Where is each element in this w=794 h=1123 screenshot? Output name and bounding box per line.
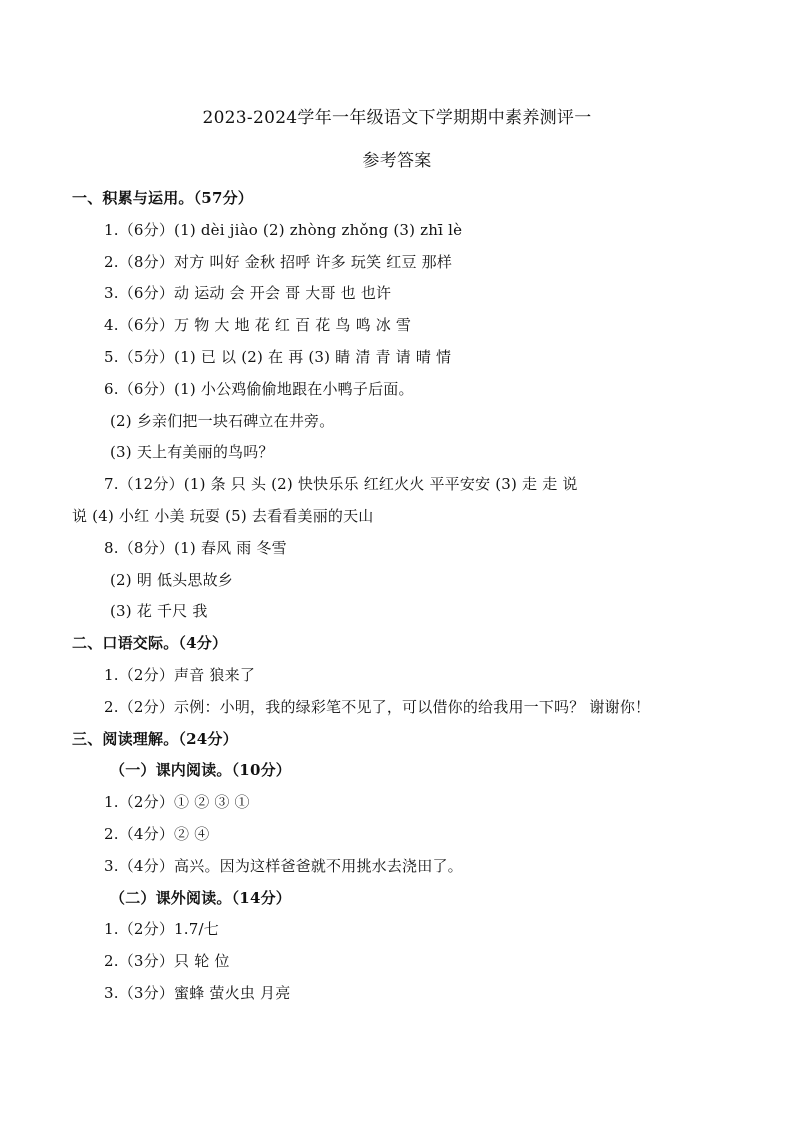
answer-line: 4.（6分）万 物 大 地 花 红 百 花 鸟 鸣 冰 雪	[104, 316, 412, 334]
answer-line: 2.（2分）示例：小明，我的绿彩笔不见了，可以借你的给我用一下吗？ 谢谢你！	[104, 698, 651, 716]
answer-line: (3) 花 千尺 我	[110, 602, 208, 620]
section-heading-2: 二、口语交际。（4分）	[72, 634, 228, 652]
section-heading-1: 一、积累与运用。（57分）	[72, 189, 253, 207]
answer-line: 6.（6分）(1) 小公鸡偷偷地跟在小鸭子后面。	[104, 380, 414, 398]
answer-line: 2.（3分）只 轮 位	[104, 952, 230, 970]
answer-line: 1.（2分）① ② ③ ①	[104, 793, 250, 811]
answer-line: 说 (4) 小红 小美 玩耍 (5) 去看看美丽的天山	[72, 507, 374, 525]
subsection-heading-2: （二）课外阅读。（14分）	[110, 889, 291, 907]
answer-line: 3.（3分）蜜蜂 萤火虫 月亮	[104, 984, 291, 1002]
document-subtitle: 参考答案	[362, 151, 432, 171]
answer-line: (3) 天上有美丽的鸟吗？	[110, 443, 274, 461]
answer-line: 3.（6分）动 运动 会 开会 哥 大哥 也 也许	[104, 284, 392, 302]
answer-line: 1.（2分）声音 狼来了	[104, 666, 256, 684]
answer-line: 5.（5分）(1) 已 以 (2) 在 再 (3) 睛 清 青 请 晴 情	[104, 348, 452, 366]
answer-line: 1.（6分）(1) dèi jiào (2) zhòng zhǒng (3) zhī lè	[104, 221, 463, 239]
answer-line: 7.（12分）(1) 条 只 头 (2) 快快乐乐 红红火火 平平安安 (3) 走 走 说	[104, 475, 578, 493]
section-heading-3: 三、阅读理解。（24分）	[72, 730, 238, 748]
subsection-heading-1: （一）课内阅读。（10分）	[110, 761, 291, 779]
answer-line: 3.（4分）高兴。因为这样爸爸就不用挑水去浇田了。	[104, 857, 463, 875]
answer-line: 2.（8分）对方 叫好 金秋 招呼 许多 玩笑 红豆 那样	[104, 253, 453, 271]
answer-line: 2.（4分）② ④	[104, 825, 210, 843]
answer-line: 1.（2分）1.7/七	[104, 920, 219, 938]
answer-line: (2) 明 低头思故乡	[110, 571, 233, 589]
answer-line: 8.（8分）(1) 春风 雨 冬雪	[104, 539, 287, 557]
document-title: 2023-2024学年一年级语文下学期期中素养测评一	[202, 108, 592, 128]
answer-line: (2) 乡亲们把一块石碑立在井旁。	[110, 412, 335, 430]
